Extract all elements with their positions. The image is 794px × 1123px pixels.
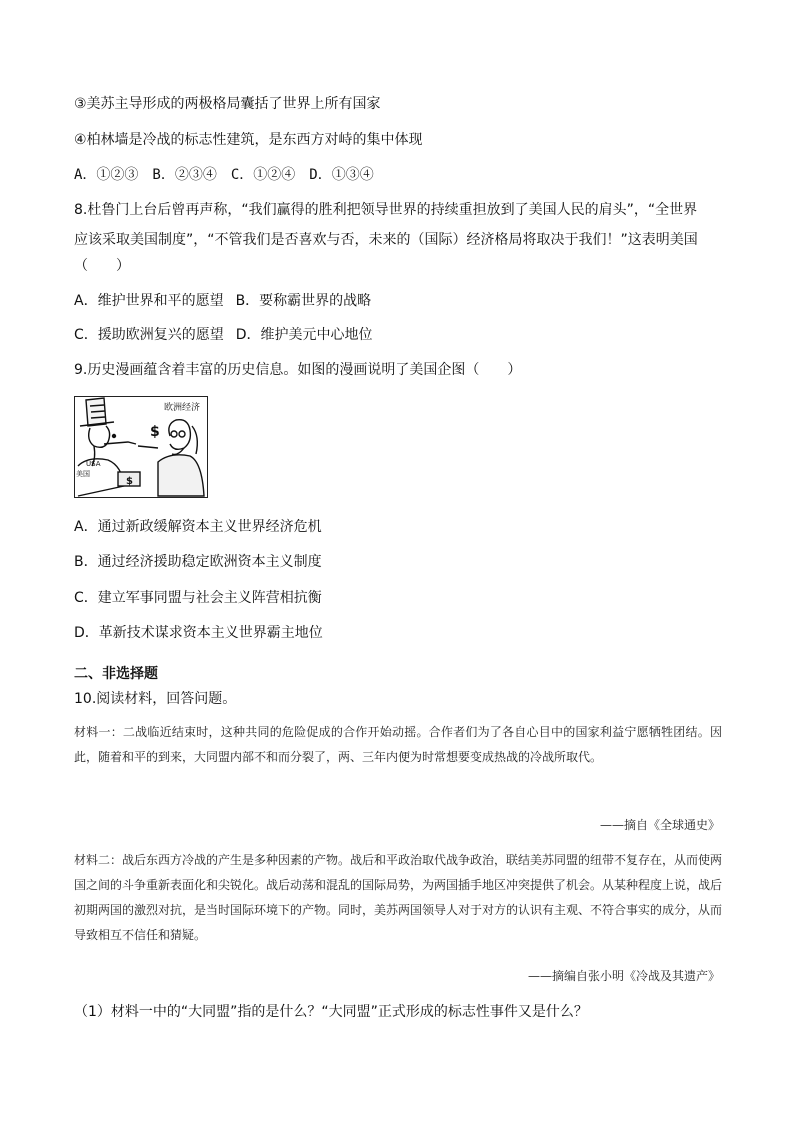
- q8-option-b: B．要称霸世界的战略: [235, 293, 372, 309]
- label-us-chinese: 美国: [76, 470, 90, 478]
- source-2: ——摘编自张小明《冷战及其遗产》: [527, 969, 720, 983]
- q7-options: A．①②③ B．②③④ C．①②④ D．①③④: [74, 167, 374, 183]
- label-usa: USA: [86, 460, 101, 468]
- q8-option-a: A．维护世界和平的愿望: [74, 293, 224, 309]
- material-1: 材料一：二战临近结束时，这种共同的危险促成的合作开始动摇。合作者们为了各自心目中的国家利益宁愿牺牲团结。因此，随着和平的到来，大同盟内部不和而分裂了，两、三年内便为时常想要变成热战的冷战所取代。: [74, 725, 722, 764]
- q8-option-d: D．维护美元中心地位: [235, 327, 373, 343]
- statement-4: ④柏林墙是冷战的标志性建筑，是东西方对峙的集中体现: [74, 132, 423, 148]
- q9-stem: 9.历史漫画蕴含着丰富的历史信息。如图的漫画说明了美国企图（ ）: [74, 362, 522, 378]
- q9-option-b: B．通过经济援助稳定欧洲资本主义制度: [74, 554, 322, 570]
- q9-option-a: A．通过新政缓解资本主义世界经济危机: [74, 519, 322, 535]
- q8-option-row2: [74, 325, 373, 345]
- q8-stem-line2: 应该采取美国制度”，“不管我们是否喜欢与否，未来的（国际）经济格局将取决于我们！”这表明美国: [74, 232, 698, 248]
- dollar-bag-label: $: [126, 476, 133, 487]
- q8-stem-line3: （ ）: [74, 258, 130, 274]
- q9-option-d: D．革新技术谋求资本主义世界霸主地位: [74, 625, 323, 641]
- q8-option-c: C．援助欧洲复兴的愿望: [74, 327, 224, 343]
- section-heading: 二、非选择题: [74, 666, 158, 682]
- statement-3: ③美苏主导形成的两极格局囊括了世界上所有国家: [74, 96, 381, 112]
- cartoon-image: [74, 396, 208, 498]
- label-europe: 欧洲经济: [164, 403, 201, 413]
- dollar-sign-icon: $: [150, 424, 160, 440]
- q8-stem-line1: 8.杜鲁门上台后曾再声称，“我们赢得的胜利把领导世界的持续重担放到了美国人民的肩头”，“全世界: [74, 202, 698, 218]
- source-1: ——摘自《全球通史》: [599, 818, 720, 832]
- q9-option-c: C．建立军事同盟与社会主义阵营相抗衡: [74, 590, 322, 606]
- q10-stem: 10.阅读材料，回答问题。: [74, 691, 237, 707]
- sub-question-1: （1）材料一中的“大同盟”指的是什么？“大同盟”正式形成的标志性事件又是什么？: [74, 1004, 588, 1020]
- material-2: 材料二：战后东西方冷战的产生是多种因素的产物。战后和平政治取代战争政治，联结美苏同盟的纽带不复存在，从而使两国之间的斗争重新表面化和尖锐化。战后动荡和混乱的国际局势，为两国插手地区冲突提供了机会。从某种程度上说，战后初期两国的激烈对抗，是当时国际环境下的产物。同时，美苏两国领导人对于对方的认识有主观、不符合事实的成分，从而导致相互不信任和猜疑。: [74, 853, 723, 942]
- q8-option-row1: [74, 291, 371, 311]
